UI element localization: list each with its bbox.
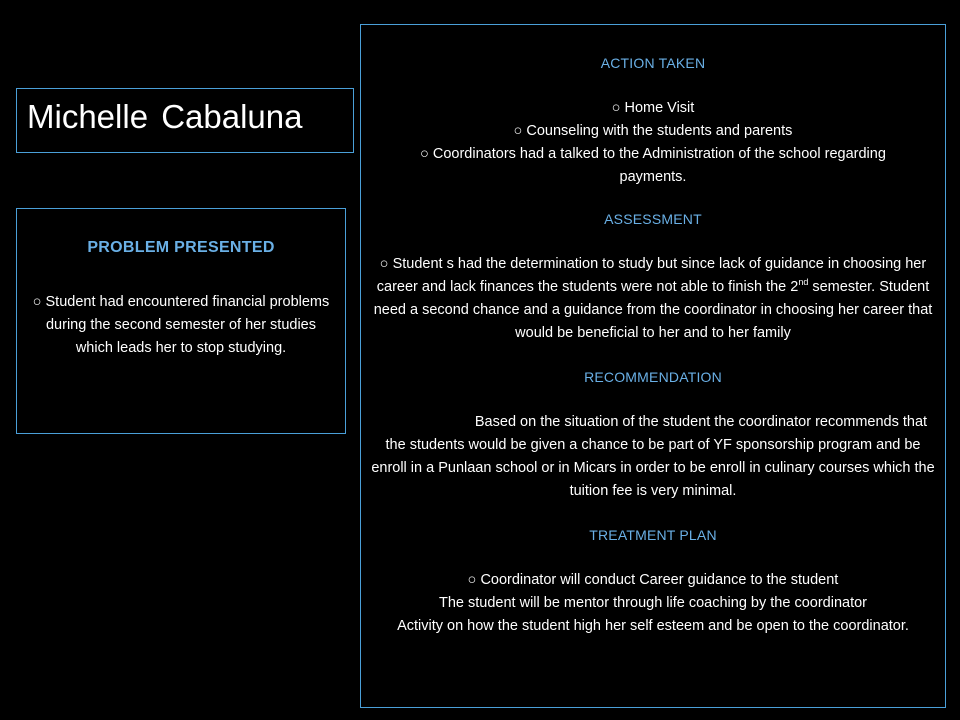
case-details-box	[360, 24, 946, 708]
action-taken-heading: ACTION TAKEN	[600, 55, 706, 71]
problem-heading: PROBLEM PRESENTED	[87, 239, 275, 256]
assessment-text	[371, 253, 935, 345]
treatment-item: Activity on how the student high her self esteem and be open to the coordinator.	[397, 618, 909, 634]
treatment-item: ○ Coordinator will conduct Career guidance to the student	[467, 572, 839, 588]
treatment-plan-list	[371, 569, 935, 638]
assessment-text-part1: ○ Student s had the determination to study but since lack of guidance in choosing her career and lack finances the students were not able to finish the 2	[376, 256, 927, 295]
action-taken-list	[371, 97, 935, 189]
student-name: Michelle Cabaluna	[27, 98, 303, 135]
assessment-text-part2: semester. Student need a second chance and a guidance from the coordinator in choosing her career that would be beneficial to her and to her family	[373, 279, 933, 341]
recommendation-body: Based on the situation of the student the coordinator recommends that the students would be given a chance to be part of YF sponsorship program and be enroll in a Punlaan school or in Micars in order to be enroll in culinary courses which the tuition fee is very minimal.	[371, 414, 935, 499]
assessment-heading: ASSESSMENT	[604, 211, 702, 227]
action-item: ○ Coordinators had a talked to the Administration of the school regarding payments.	[420, 146, 886, 185]
action-item: ○ Counseling with the students and parents	[513, 123, 793, 139]
treatment-plan-heading: TREATMENT PLAN	[589, 527, 717, 543]
treatment-item: The student will be mentor through life coaching by the coordinator	[439, 595, 867, 611]
problem-presented-box	[16, 208, 346, 434]
recommendation-heading: RECOMMENDATION	[584, 369, 722, 385]
action-item: ○ Home Visit	[611, 100, 695, 116]
student-name-box	[16, 88, 354, 153]
problem-text: ○ Student had encountered financial problems during the second semester of her studies which leads her to stop studying.	[32, 294, 330, 356]
assessment-superscript: nd	[798, 277, 809, 288]
recommendation-text	[371, 411, 935, 503]
